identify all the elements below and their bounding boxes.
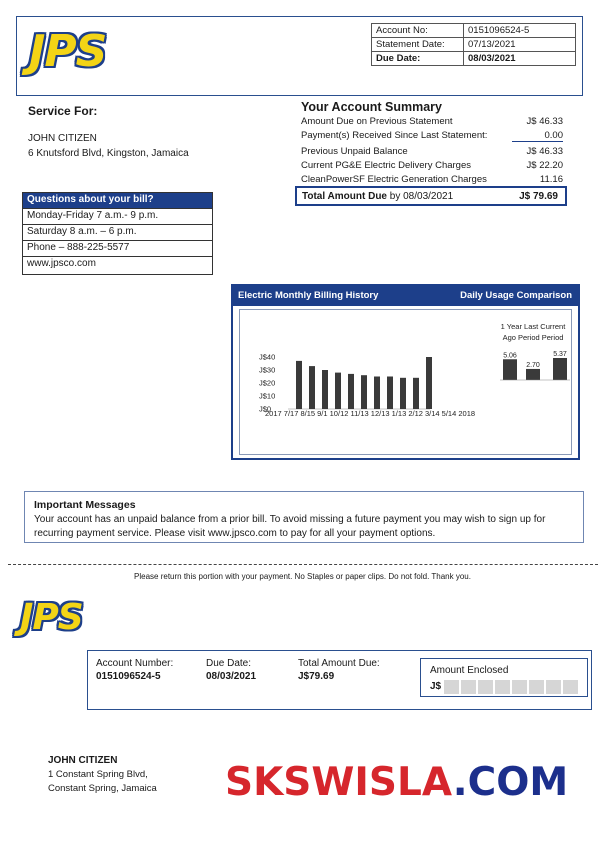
y-tick-label: J$30 [259, 365, 276, 375]
summary-row-label: Amount Due on Previous Statement [301, 116, 453, 127]
daily-usage-bar [503, 359, 517, 380]
phone-number[interactable]: Phone – 888-225-5577 [23, 240, 212, 256]
questions-title: Questions about your bill? [23, 193, 212, 208]
stub-account-number-label: Account Number: [96, 658, 174, 669]
daily-usage-header-line1: 1 Year Last Current [500, 322, 566, 331]
service-name: JOHN CITIZEN [28, 133, 97, 144]
messages-body: Your account has an unpaid balance from a prior bill. To avoid missing a future payment you may wish to sign up for recurring payment service. Please visit www.jpsco.com to pay for all your payment options. [34, 514, 546, 539]
summary-row-label: Payment(s) Received Since Last Statement: [301, 130, 488, 141]
return-note: Please return this portion with your payment. No Staples or paper clips. Do not fold. Thank you. [134, 572, 471, 581]
y-tick-label: J$10 [259, 391, 276, 401]
website-link[interactable]: www.jpsco.com [23, 256, 212, 272]
account-info-table [371, 23, 576, 66]
account-no-label: Account No: [372, 24, 464, 38]
daily-usage-bar [553, 358, 567, 380]
daily-usage-header-line2: Ago Period Period [502, 333, 564, 342]
mailing-name: JOHN CITIZEN [48, 755, 118, 766]
jps-logo: JPS [29, 26, 107, 77]
charts-svg [240, 310, 573, 456]
summary-row-label: Previous Unpaid Balance [301, 146, 408, 157]
y-tick-label: J$20 [259, 378, 276, 388]
due-date-label: Due Date: [372, 52, 464, 66]
total-amount-due-box [295, 186, 567, 206]
summary-row-amount: J$ 46.33 [526, 116, 563, 127]
account-no-value: 0151096524-5 [464, 24, 576, 38]
billing-history-y-ticks [259, 353, 275, 414]
statement-date-label: Statement Date: [372, 38, 464, 52]
amount-digit-box[interactable] [444, 680, 459, 694]
daily-usage-value: 5.37 [553, 351, 567, 358]
billing-bar [361, 375, 367, 409]
amount-digit-box[interactable] [495, 680, 510, 694]
summary-row [301, 146, 563, 159]
summary-row-amount: J$ 46.33 [526, 146, 563, 157]
watermark [225, 760, 568, 805]
mailing-line1: 1 Constant Spring Blvd, [48, 769, 148, 780]
daily-usage-title: Daily Usage Comparison [460, 290, 572, 301]
billing-bar [387, 377, 393, 410]
jps-logo-stub: JPS [20, 597, 83, 638]
messages-title: Important Messages [34, 499, 136, 511]
chart-area [239, 309, 572, 455]
y-tick-label: J$40 [259, 352, 276, 362]
summary-title: Your Account Summary [301, 100, 442, 114]
questions-box [22, 192, 213, 275]
hours-saturday: Saturday 8 a.m. – 6 p.m. [23, 224, 212, 240]
watermark-text-red: SKSWISLA [225, 760, 453, 805]
total-by-date: by 08/03/2021 [389, 191, 454, 202]
billing-bar [400, 378, 406, 409]
amount-digit-box[interactable] [546, 680, 561, 694]
tear-off-line [8, 564, 598, 565]
subtotal-divider [512, 141, 563, 142]
stub-total-label: Total Amount Due: [298, 658, 380, 669]
amount-enclosed-currency: J$ [430, 681, 442, 692]
statement-date-value: 07/13/2021 [464, 38, 576, 52]
payment-stub [87, 650, 592, 710]
summary-row-amount: 11.16 [539, 174, 563, 185]
billing-bar [348, 374, 354, 409]
summary-row [301, 116, 563, 129]
hours-weekday: Monday-Friday 7 a.m.- 9 p.m. [23, 208, 212, 224]
billing-bar [335, 373, 341, 409]
total-amount: J$ 79.69 [519, 191, 558, 202]
amount-enclosed-label: Amount Enclosed [430, 665, 509, 676]
service-address: 6 Knutsford Blvd, Kingston, Jamaica [28, 148, 189, 159]
summary-row-label: CleanPowerSF Electric Generation Charges [301, 174, 487, 185]
summary-row-label: Current PG&E Electric Delivery Charges [301, 160, 471, 171]
daily-usage-bars [500, 333, 570, 380]
stub-due-date: 08/03/2021 [206, 671, 257, 682]
billing-history-title: Electric Monthly Billing History [238, 290, 379, 301]
daily-usage-value: 2.70 [526, 361, 540, 369]
stub-total: J$79.69 [298, 671, 335, 682]
billing-bar [322, 370, 328, 409]
amount-digit-box[interactable] [478, 680, 493, 694]
stub-due-date-label: Due Date: [206, 658, 252, 669]
summary-row-amount: 0.00 [544, 130, 563, 141]
stub-account-number: 0151096524-5 [96, 671, 161, 682]
y-tick-label: J$0 [259, 404, 272, 414]
amount-digit-box[interactable] [461, 680, 476, 694]
amount-digit-box[interactable] [563, 680, 578, 694]
mailing-line2: Constant Spring, Jamaica [48, 783, 157, 794]
billing-bar [426, 357, 432, 409]
important-messages-box [24, 491, 584, 543]
amount-enclosed-field[interactable] [420, 658, 588, 697]
billing-history-panel [231, 284, 580, 460]
watermark-text-blue: .COM [452, 760, 569, 805]
total-label: Total Amount Due [302, 191, 387, 202]
billing-history-x-labels: 2017 7/17 8/15 9/1 10/12 11/13 12/13 1/13 2/12 3/14 5/14 2018 [265, 409, 476, 418]
daily-usage-value: 5.06 [503, 352, 517, 360]
statement-header [16, 16, 583, 96]
summary-row [301, 160, 563, 173]
billing-bar [309, 366, 315, 409]
amount-digit-box[interactable] [529, 680, 544, 694]
due-date-value: 08/03/2021 [464, 52, 576, 66]
billing-bar [413, 378, 419, 409]
billing-bar [296, 361, 302, 409]
billing-bar [374, 377, 380, 410]
service-for-title: Service For: [28, 104, 98, 118]
billing-history-bars [288, 357, 432, 409]
amount-digit-box[interactable] [512, 680, 527, 694]
daily-usage-bar [526, 369, 540, 380]
chart-header [233, 286, 578, 306]
summary-row-amount: J$ 22.20 [526, 160, 563, 171]
